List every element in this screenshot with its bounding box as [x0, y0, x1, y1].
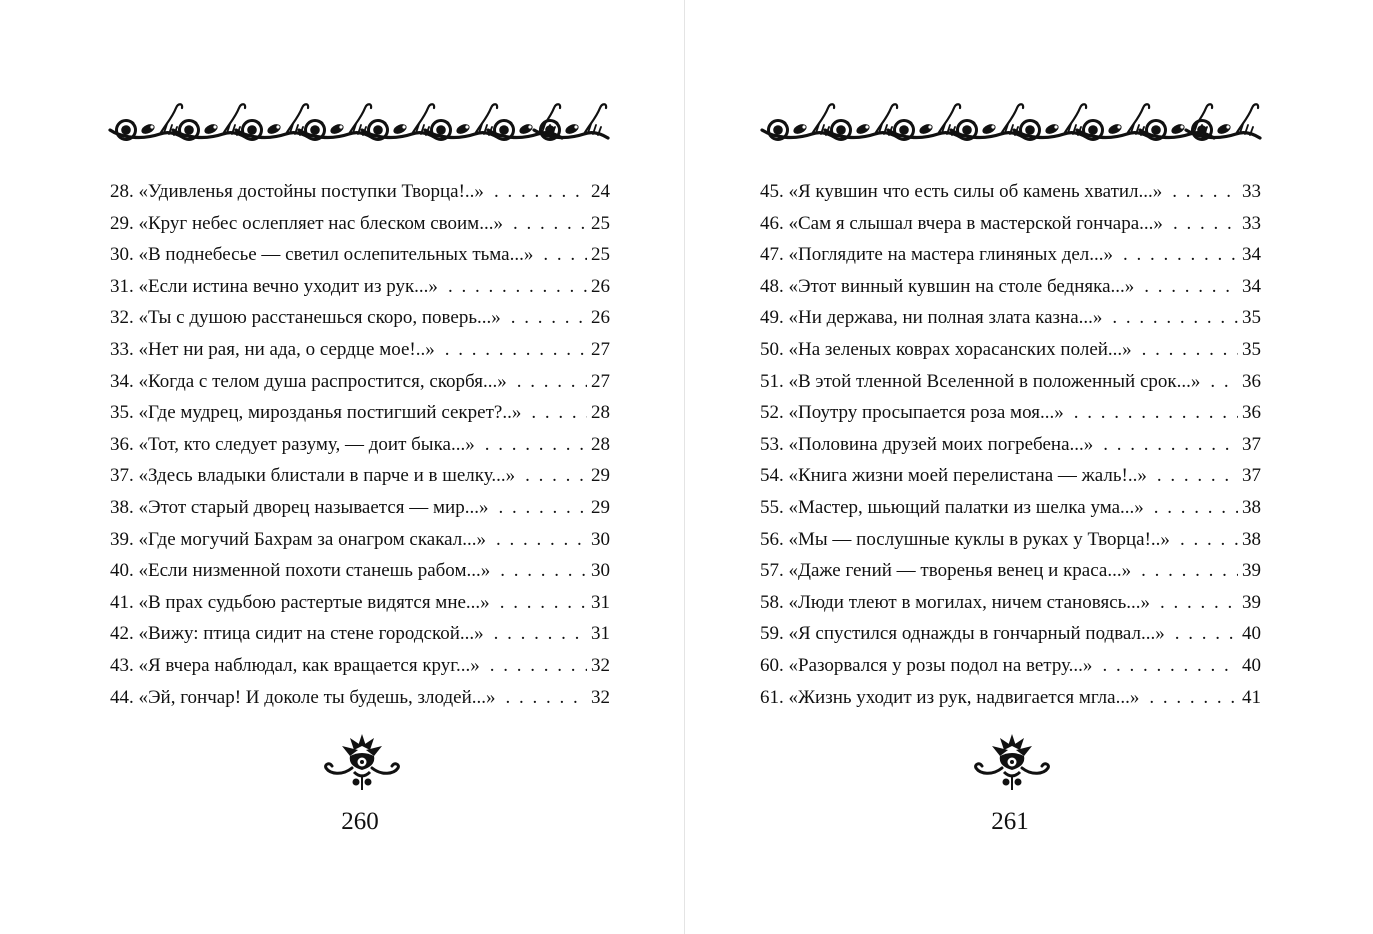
toc-entry[interactable] [110, 239, 610, 271]
toc-entry[interactable] [760, 429, 1261, 461]
dot-leader [1112, 302, 1238, 334]
toc-entry-title: 52. «Поутру просыпается роза моя...» [760, 402, 1064, 424]
toc-entry-page: 28 [591, 433, 610, 455]
toc-entry-title: 40. «Если низменной похоти станешь рабом...» [110, 560, 491, 582]
toc-entry-page: 28 [591, 402, 610, 424]
toc-entry-page: 26 [591, 307, 610, 329]
toc-entry-title: 41. «В прах судьбою растертые видятся мне...» [110, 591, 490, 613]
toc-entry-title: 53. «Половина друзей моих погребена...» [760, 433, 1094, 455]
toc-entry-title: 47. «Поглядите на мастера глиняных дел...» [760, 244, 1114, 266]
toc-entry[interactable] [760, 366, 1261, 398]
dot-leader [1173, 208, 1238, 240]
dot-leader [1102, 650, 1238, 682]
toc-entry[interactable] [760, 682, 1261, 714]
dot-leader [1144, 271, 1238, 303]
toc-entry-title: 37. «Здесь владыки блистали в парче и в шелку...» [110, 465, 516, 487]
toc-entry-page: 26 [591, 275, 610, 297]
dot-leader [490, 650, 587, 682]
toc-entry-page: 35 [1242, 338, 1261, 360]
dot-leader [1149, 682, 1238, 714]
dot-leader [525, 460, 587, 492]
toc-entry-title: 55. «Мастер, шьющий палатки из шелка ума...» [760, 496, 1144, 518]
toc-entry-page: 38 [1242, 528, 1261, 550]
toc-entry[interactable] [760, 397, 1261, 429]
toc-entry[interactable] [110, 682, 610, 714]
toc-entry[interactable] [760, 587, 1261, 619]
toc-entry-page: 33 [1242, 212, 1261, 234]
dot-leader [1123, 239, 1238, 271]
dot-leader [511, 302, 587, 334]
dot-leader [496, 524, 587, 556]
toc-entry-title: 36. «Тот, кто следует разуму, — доит быка...» [110, 433, 475, 455]
toc-entry-title: 49. «Ни держава, ни полная злата казна...» [760, 307, 1103, 329]
toc-entry[interactable] [760, 302, 1261, 334]
toc-entry[interactable] [760, 239, 1261, 271]
dot-leader [485, 429, 587, 461]
dot-leader [1180, 524, 1238, 556]
toc-entry-title: 38. «Этот старый дворец называется — мир...» [110, 496, 489, 518]
toc-entry-page: 30 [591, 560, 610, 582]
palmette-tailpiece-ornament [322, 732, 402, 792]
toc-entry-page: 24 [591, 181, 610, 202]
toc-entry-title: 48. «Этот винный кувшин на столе бедняка...» [760, 275, 1135, 297]
toc-entry[interactable] [110, 334, 610, 366]
dot-leader [445, 334, 587, 366]
toc-entry-page: 36 [1242, 370, 1261, 392]
dot-leader [500, 555, 587, 587]
toc-entry[interactable] [110, 366, 610, 398]
dot-leader [1160, 587, 1238, 619]
scroll-border-ornament [108, 100, 610, 148]
toc-entry-title: 42. «Вижу: птица сидит на стене городской...» [110, 623, 484, 645]
toc-entry-page: 34 [1242, 244, 1261, 266]
toc-entry-page: 31 [591, 623, 610, 645]
toc-entry-page: 38 [1242, 496, 1261, 518]
page-number: 261 [991, 808, 1029, 835]
dot-leader [498, 492, 587, 524]
toc-entry-page: 41 [1242, 686, 1261, 708]
toc-entry-title: 34. «Когда с телом душа распростится, скорбя...» [110, 370, 507, 392]
toc-entry[interactable] [110, 176, 610, 208]
toc-entry-page: 29 [591, 465, 610, 487]
dot-leader [531, 397, 587, 429]
toc-entry-page: 25 [591, 244, 610, 266]
dot-leader [448, 271, 587, 303]
toc-entry-title: 61. «Жизнь уходит из рук, надвигается мгла...» [760, 686, 1140, 708]
dot-leader [1172, 176, 1238, 208]
toc-entry-page: 40 [1242, 654, 1261, 676]
toc-entry-title: 51. «В этой тленной Вселенной в положенный срок...» [760, 370, 1201, 392]
toc-entry-page: 34 [1242, 275, 1261, 297]
toc-entry-title: 30. «В поднебесье — светил ослепительных тьма...» [110, 244, 534, 266]
dot-leader [494, 618, 587, 650]
toc-entry-page: 27 [591, 338, 610, 360]
dot-leader [1210, 366, 1238, 398]
toc-entry-page: 31 [591, 591, 610, 613]
toc-entry[interactable] [110, 492, 610, 524]
toc-entry-page: 36 [1242, 402, 1261, 424]
toc-entry[interactable] [760, 460, 1261, 492]
toc-entry-title: 31. «Если истина вечно уходит из рук...» [110, 275, 438, 297]
toc-entry-title: 35. «Где мудрец, мирозданья постигший секрет?..» [110, 402, 522, 424]
dot-leader [1154, 492, 1238, 524]
dot-leader [1142, 334, 1238, 366]
toc-entry-page: 29 [591, 496, 610, 518]
toc-entry-page: 37 [1242, 465, 1261, 487]
toc-entry[interactable] [110, 460, 610, 492]
dot-leader [543, 239, 587, 271]
toc-entry[interactable] [110, 429, 610, 461]
dot-leader [1141, 555, 1238, 587]
toc-entry[interactable] [760, 208, 1261, 240]
toc-entry-page: 30 [591, 528, 610, 550]
right-page [685, 0, 1373, 934]
toc-entry[interactable] [760, 334, 1261, 366]
toc-entry[interactable] [110, 650, 610, 682]
toc-entry[interactable] [760, 618, 1261, 650]
toc-entry[interactable] [110, 587, 610, 619]
toc-entry-title: 28. «Удивленья достойны поступки Творца!..» [110, 181, 484, 202]
table-of-contents [110, 176, 610, 713]
toc-entry-title: 50. «На зеленых коврах хорасанских полей...» [760, 338, 1132, 360]
table-of-contents [760, 176, 1261, 713]
toc-entry[interactable] [760, 650, 1261, 682]
toc-entry-page: 35 [1242, 307, 1261, 329]
toc-entry-page: 39 [1242, 560, 1261, 582]
toc-entry[interactable] [110, 271, 610, 303]
toc-entry-title: 56. «Мы — послушные куклы в руках у Творца!..» [760, 528, 1170, 550]
toc-entry[interactable] [110, 302, 610, 334]
toc-entry-title: 33. «Нет ни рая, ни ада, о сердце мое!..» [110, 338, 435, 360]
dot-leader [517, 366, 587, 398]
toc-entry-page: 27 [591, 370, 610, 392]
toc-entry-title: 58. «Люди тлеют в могилах, ничем становясь...» [760, 591, 1151, 613]
toc-entry[interactable] [110, 524, 610, 556]
toc-entry-page: 39 [1242, 591, 1261, 613]
toc-entry-page: 40 [1242, 623, 1261, 645]
palmette-tailpiece-ornament [972, 732, 1052, 792]
toc-entry[interactable] [760, 492, 1261, 524]
toc-entry-page: 25 [591, 212, 610, 234]
dot-leader [494, 176, 587, 208]
dot-leader [506, 682, 587, 714]
dot-leader [1074, 397, 1238, 429]
toc-entry[interactable] [760, 176, 1261, 208]
toc-entry-title: 32. «Ты с душою расстанешься скоро, поверь...» [110, 307, 501, 329]
toc-entry[interactable] [110, 397, 610, 429]
toc-entry[interactable] [760, 524, 1261, 556]
toc-entry-title: 45. «Я кувшин что есть силы об камень хватил...» [760, 181, 1163, 202]
toc-entry[interactable] [110, 618, 610, 650]
dot-leader [500, 587, 587, 619]
dot-leader [1103, 429, 1238, 461]
toc-entry-page: 33 [1242, 181, 1261, 202]
toc-entry-title: 39. «Где могучий Бахрам за онагром скакал...» [110, 528, 486, 550]
toc-entry-title: 54. «Книга жизни моей перелистана — жаль!..» [760, 465, 1147, 487]
page-number: 260 [341, 808, 379, 835]
toc-entry[interactable] [760, 271, 1261, 303]
left-page [0, 0, 684, 934]
toc-entry-title: 44. «Эй, гончар! И доколе ты будешь, злодей...» [110, 686, 496, 708]
toc-entry-page: 32 [591, 654, 610, 676]
toc-entry-title: 59. «Я спустился однажды в гончарный подвал...» [760, 623, 1165, 645]
dot-leader [513, 208, 587, 240]
toc-entry-title: 29. «Круг небес ослепляет нас блеском своим...» [110, 212, 503, 234]
dot-leader [1175, 618, 1238, 650]
dot-leader [1157, 460, 1238, 492]
toc-entry-title: 60. «Разорвался у розы подол на ветру...» [760, 654, 1093, 676]
scroll-border-ornament [760, 100, 1262, 148]
toc-entry-title: 43. «Я вчера наблюдал, как вращается круг...» [110, 654, 480, 676]
toc-entry-title: 57. «Даже гений — творенья венец и краса...» [760, 560, 1132, 582]
toc-entry-page: 37 [1242, 433, 1261, 455]
toc-entry[interactable] [110, 555, 610, 587]
toc-entry-page: 32 [591, 686, 610, 708]
toc-entry[interactable] [760, 555, 1261, 587]
toc-entry-title: 46. «Сам я слышал вчера в мастерской гончара...» [760, 212, 1163, 234]
toc-entry[interactable] [110, 208, 610, 240]
